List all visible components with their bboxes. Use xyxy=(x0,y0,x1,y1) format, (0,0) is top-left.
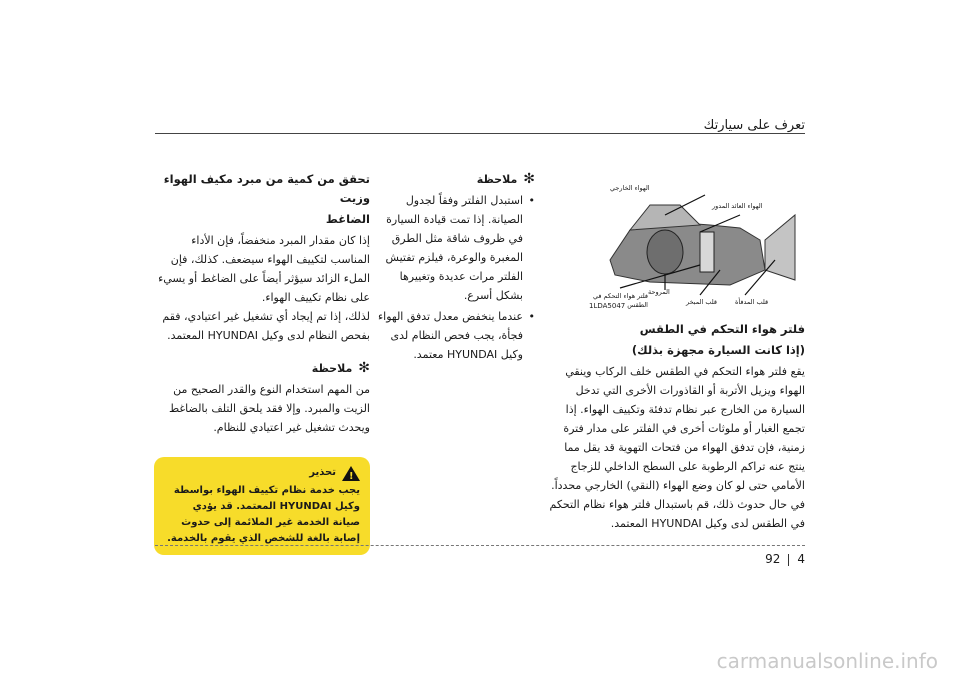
list-item: • عندما ينخفض معدل تدفق الهواء فجأة، يجب فحص النظام لدى وكيل HYUNDAI معتمد. xyxy=(370,307,523,364)
page-number-value: 92 xyxy=(765,552,781,566)
refrigerant-heading: تحقق من كمية من مبرد مكيف الهواء وزيت xyxy=(163,172,370,205)
label-evaporator-core: قلب المبخر xyxy=(686,298,717,306)
climate-filter-heading: فلتر هواء التحكم في الطقس xyxy=(639,322,805,336)
refrigerant-notice-title xyxy=(155,359,370,378)
notice-sparkle-icon: ✻ xyxy=(523,171,535,187)
notice-sparkle-icon: ✻ xyxy=(358,360,370,376)
climate-filter-paragraph: يقع فلتر هواء التحكم في الطقس خلف الركاب وينقي الهواء ويزيل الأتربة أو القاذورات الأخرى التي تدخل السيارة من الخارج عبر نظام تدفئة وتكييف الهواء. إذا تجمع الغبار أو ملوثات أخرى في الفلتر على مدار فترة زمنية، فإن تدفق الهواء من فتحات التهوية قد يقل مما ينتج عنه تراكم الرطوبة على السطح الداخلي للزجاج الأمامي حتى لو كان وضع الهواء (النقي) الخارجي محدداً. في حال حدوث ذلك، قم باستبدال فلتر هواء نظام التحكم في الطقس لدى وكيل HYUNDAI المعتمد. xyxy=(549,365,805,530)
label-outside-air: الهواء الخارجي xyxy=(610,184,650,192)
filter-shape xyxy=(700,232,714,272)
notice-section xyxy=(370,170,535,366)
warning-text: يجب خدمة نظام تكييف الهواء بواسطة وكيل HYUNDAI المعتمد. قد يؤدي صيانة الخدمة غير الملائمة إلى حدوث إصابة بالغة للشخص الذي يقوم بالخدمة. xyxy=(167,485,360,544)
refrigerant-paragraph-1: إذا كان مقدار المبرد منخفضاً، فإن الأداء المناسب لتكييف الهواء سيضعف. كذلك، فإن الملء الزائد سيؤثر أيضاً على الضاغط أو يسيء على نظام تكييف الهواء. xyxy=(158,234,370,304)
page-number xyxy=(765,552,805,566)
warning-box xyxy=(154,457,370,555)
refrigerant-subheading: الضاغط xyxy=(325,212,370,226)
label-climate-filter: فلتر هواء التحكم في الطقس xyxy=(592,292,648,309)
header-divider xyxy=(155,133,805,134)
refrigerant-notice-text: من المهم استخدام النوع والقدر الصحيح من الزيت والمبرد. وإلا فقد يلحق التلف بالضاغط ويحدث تشغيل غير اعتيادي للنظام. xyxy=(168,383,370,434)
housing-shape xyxy=(610,222,765,285)
climate-filter-diagram xyxy=(590,170,800,310)
watermark: carmanualsonline.info xyxy=(716,649,938,673)
label-recirculated-air: الهواء العائد المدور xyxy=(712,202,763,210)
chapter-number: 4 xyxy=(797,552,805,566)
notice-list xyxy=(370,191,535,364)
notice-title-text: ملاحظة xyxy=(476,173,518,186)
refrigerant-section xyxy=(155,170,370,555)
blower-shape xyxy=(647,230,683,274)
list-item: • استبدل الفلتر وفقاً لجدول الصيانة. إذا تمت قيادة السيارة في ظروف شاقة مثل الطرق المغبرة والوعرة، فيلزم تفتيش الفلتر مرات عديدة وتغييرها بشكل أسرع. xyxy=(370,191,523,305)
refrigerant-paragraph-2: لذلك، إذا تم إيجاد أي تشغيل غير اعتيادي، فقم بفحص النظام لدى وكيل HYUNDAI المعتمد. xyxy=(162,310,370,342)
warning-title-text: تحذير xyxy=(309,467,336,478)
footer-divider xyxy=(155,545,805,546)
notice-title xyxy=(370,170,535,189)
page-header: تعرف على سيارتك xyxy=(703,118,805,133)
warning-triangle-icon xyxy=(342,466,360,481)
diagram-code: 1LDA5047 xyxy=(589,302,626,310)
refrigerant-notice-title-text: ملاحظة xyxy=(311,362,353,375)
label-heater-core: قلب المدفأة xyxy=(735,298,769,306)
page-number-separator xyxy=(788,554,789,566)
label-blower: المروحة xyxy=(648,288,670,296)
climate-filter-section xyxy=(545,320,805,533)
climate-filter-subheading: (إذا كانت السيارة مجهزة بذلك) xyxy=(631,343,805,357)
warning-title xyxy=(164,465,360,481)
